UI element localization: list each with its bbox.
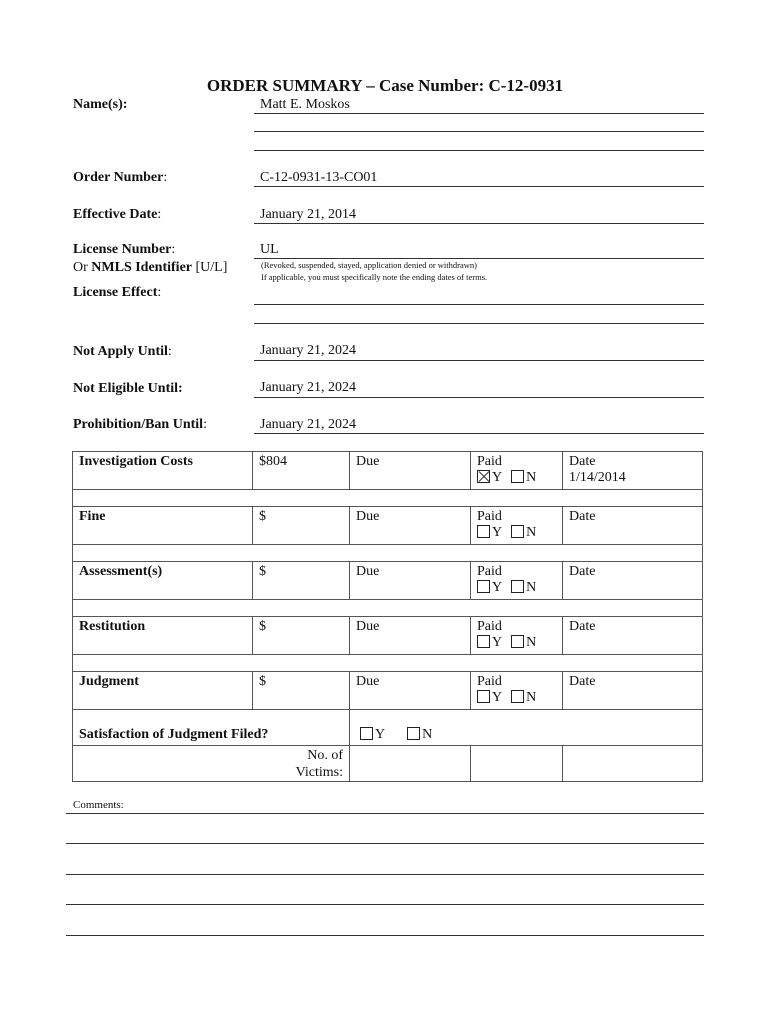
nmls-identifier-label: Or NMLS Identifier [U/L] — [73, 260, 228, 275]
cost-amount: $ — [253, 562, 350, 600]
date-value: 1/14/2014 — [569, 470, 626, 485]
cost-paid — [471, 452, 563, 490]
cost-paid — [471, 562, 563, 600]
paid-yes-checkbox[interactable] — [477, 525, 490, 538]
comments-line-1 — [66, 813, 704, 814]
cost-row — [73, 452, 703, 490]
cost-due: Due — [350, 672, 471, 710]
paid-yes-label: Y — [492, 470, 502, 485]
order-number-value: C-12-0931-13-CO01 — [260, 170, 378, 185]
license-effect-line-1 — [254, 304, 704, 305]
date-label: Date — [569, 619, 596, 634]
cost-due: Due — [350, 617, 471, 655]
victims-label: No. of Victims: — [73, 746, 350, 782]
spacer-row — [73, 600, 703, 617]
paid-yes-checkbox[interactable] — [477, 690, 490, 703]
cost-row — [73, 562, 703, 600]
cost-label: Assessment(s) — [73, 562, 253, 600]
license-number-label: License Number: — [73, 242, 176, 257]
comments-label: Comments: — [73, 799, 124, 811]
not-eligible-line — [254, 397, 704, 398]
paid-yes-checkbox[interactable] — [477, 580, 490, 593]
cost-date — [563, 452, 703, 490]
comments-line-2 — [66, 843, 704, 844]
names-value: Matt E. Moskos — [260, 97, 350, 112]
cost-due: Due — [350, 452, 471, 490]
license-number-value: UL — [260, 242, 279, 257]
cost-label: Restitution — [73, 617, 253, 655]
cost-date — [563, 507, 703, 545]
paid-no-label: N — [526, 525, 537, 540]
page-title: ORDER SUMMARY – Case Number: C-12-0931 — [206, 76, 564, 95]
order-number-line — [254, 186, 704, 187]
satisfaction-yes-label: Y — [375, 727, 386, 742]
date-label: Date — [569, 564, 596, 579]
cost-label: Judgment — [73, 672, 253, 710]
not-apply-label: Not Apply Until: — [73, 344, 172, 359]
satisfaction-no-label: N — [422, 727, 433, 742]
comments-line-3 — [66, 874, 704, 875]
cost-amount: $ — [253, 672, 350, 710]
paid-yes-label: Y — [492, 690, 502, 705]
victims-blank-1 — [471, 746, 563, 782]
prohibition-label: Prohibition/Ban Until: — [73, 417, 207, 432]
comments-line-5 — [66, 935, 704, 936]
license-note: (Revoked, suspended, stayed, application denied or withdrawn) If applicable, you must specifically note the ending dates of terms. — [261, 260, 488, 282]
spacer-row — [73, 545, 703, 562]
victims-blank-2 — [563, 746, 703, 782]
not-eligible-label: Not Eligible Until: — [73, 381, 183, 396]
cost-due: Due — [350, 562, 471, 600]
paid-yes-checkbox[interactable] — [477, 470, 490, 483]
paid-label: Paid — [477, 509, 502, 524]
satisfaction-options — [350, 710, 703, 746]
paid-no-label: N — [526, 470, 537, 485]
paid-no-checkbox[interactable] — [511, 690, 524, 703]
paid-no-checkbox[interactable] — [511, 525, 524, 538]
license-effect-label: License Effect: — [73, 285, 162, 300]
victims-row — [73, 746, 703, 782]
cost-label: Fine — [73, 507, 253, 545]
effective-date-line — [254, 223, 704, 224]
license-effect-line-2 — [254, 323, 704, 324]
cost-amount: $ — [253, 617, 350, 655]
date-label: Date — [569, 674, 596, 689]
paid-no-checkbox[interactable] — [511, 470, 524, 483]
cost-label: Investigation Costs — [73, 452, 253, 490]
spacer-row — [73, 490, 703, 507]
paid-label: Paid — [477, 619, 502, 634]
date-label: Date — [569, 509, 596, 524]
effective-date-value: January 21, 2014 — [260, 207, 357, 222]
satisfaction-yes-checkbox[interactable] — [360, 727, 373, 740]
paid-label: Paid — [477, 674, 502, 689]
effective-date-label: Effective Date: — [73, 207, 162, 222]
cost-row — [73, 617, 703, 655]
spacer-row — [73, 655, 703, 672]
cost-due: Due — [350, 507, 471, 545]
names-line-3 — [254, 150, 704, 151]
victims-value — [350, 746, 471, 782]
not-apply-value: January 21, 2024 — [260, 343, 357, 358]
date-label: Date — [569, 454, 596, 469]
comments-line-4 — [66, 904, 704, 905]
paid-no-checkbox[interactable] — [511, 635, 524, 648]
paid-yes-label: Y — [492, 635, 502, 650]
cost-paid — [471, 507, 563, 545]
names-line-2 — [254, 131, 704, 132]
names-label: Name(s): — [73, 97, 128, 112]
satisfaction-label: Satisfaction of Judgment Filed? — [73, 710, 350, 746]
paid-no-checkbox[interactable] — [511, 580, 524, 593]
paid-no-label: N — [526, 690, 537, 705]
cost-paid — [471, 672, 563, 710]
not-eligible-value: January 21, 2024 — [260, 380, 357, 395]
prohibition-value: January 21, 2024 — [260, 417, 357, 432]
not-apply-line — [254, 360, 704, 361]
prohibition-line — [254, 433, 704, 434]
cost-paid — [471, 617, 563, 655]
costs-table — [72, 451, 703, 782]
cost-date — [563, 617, 703, 655]
cost-date — [563, 562, 703, 600]
names-line-1 — [254, 113, 704, 114]
cost-date — [563, 672, 703, 710]
paid-no-label: N — [526, 635, 537, 650]
order-number-label: Order Number: — [73, 170, 168, 185]
paid-yes-label: Y — [492, 525, 502, 540]
paid-no-label: N — [526, 580, 537, 595]
cost-row — [73, 507, 703, 545]
paid-yes-label: Y — [492, 580, 502, 595]
cost-amount: $804 — [253, 452, 350, 490]
paid-yes-checkbox[interactable] — [477, 635, 490, 648]
satisfaction-row — [73, 710, 703, 746]
paid-label: Paid — [477, 454, 502, 469]
cost-row — [73, 672, 703, 710]
paid-label: Paid — [477, 564, 502, 579]
satisfaction-no-checkbox[interactable] — [407, 727, 420, 740]
cost-amount: $ — [253, 507, 350, 545]
